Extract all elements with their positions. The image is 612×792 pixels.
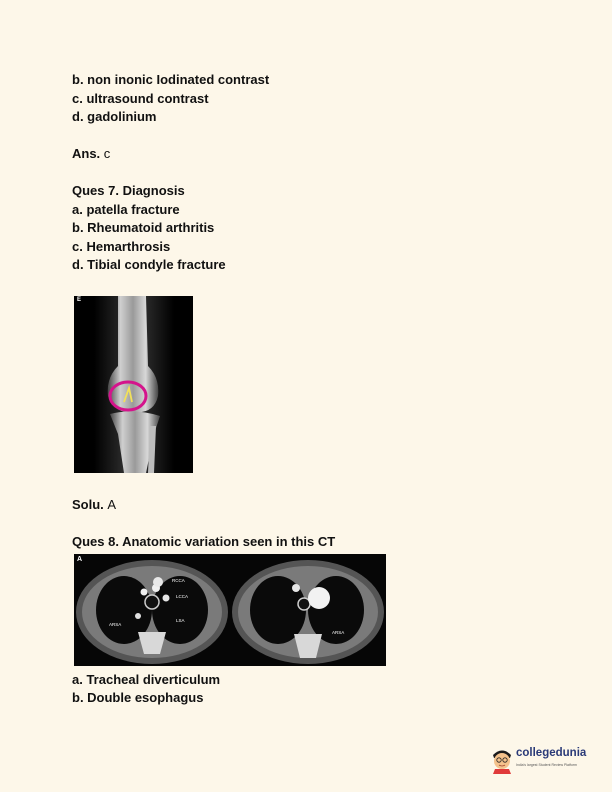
answer-value: c — [103, 146, 111, 161]
ct-label-arsa-left: ARSA — [109, 622, 122, 627]
ct-panel-label: A — [77, 556, 83, 563]
answer-line — [72, 146, 110, 161]
q6-option-b: b. non inonic Iodinated contrast — [72, 72, 270, 87]
collegedunia-logo — [490, 744, 590, 780]
q7-title: Ques 7. Diagnosis — [72, 183, 185, 198]
ct-label-rcca: RCCA — [172, 578, 185, 583]
solution-value: A — [107, 497, 117, 512]
knee-xray-drawing — [74, 296, 193, 473]
solution-label: Solu. — [72, 497, 104, 512]
q7-option-b: b. Rheumatoid arthritis — [72, 220, 215, 235]
brand-tagline: India's largest Student Review Platform — [516, 763, 577, 767]
q8-title: Ques 8. Anatomic variation seen in this CT — [72, 534, 336, 549]
ct-label-lcca: LCCA — [176, 594, 189, 599]
chest-ct-drawing — [74, 554, 386, 666]
xray-corner-label: E — [77, 297, 82, 303]
q7-option-d: d. Tibial condyle fracture — [72, 257, 226, 272]
q6-option-d: d. gadolinium — [72, 109, 157, 124]
q8-option-a: a. Tracheal diverticulum — [72, 672, 221, 687]
chest-ct-image — [74, 554, 386, 666]
q7-option-c: c. Hemarthrosis — [72, 239, 171, 254]
q7-option-a: a. patella fracture — [72, 202, 180, 217]
ct-label-arsa-right: ARSA — [332, 630, 345, 635]
q8-option-b: b. Double esophagus — [72, 690, 204, 705]
solution-line — [72, 497, 116, 512]
ct-label-lsa: LSA — [176, 618, 185, 623]
answer-label: Ans. — [72, 146, 101, 161]
brand-name: collegedunia — [516, 747, 587, 759]
q6-option-c: c. ultrasound contrast — [72, 91, 209, 106]
mascot-icon — [490, 746, 514, 774]
knee-xray-image — [74, 296, 193, 473]
